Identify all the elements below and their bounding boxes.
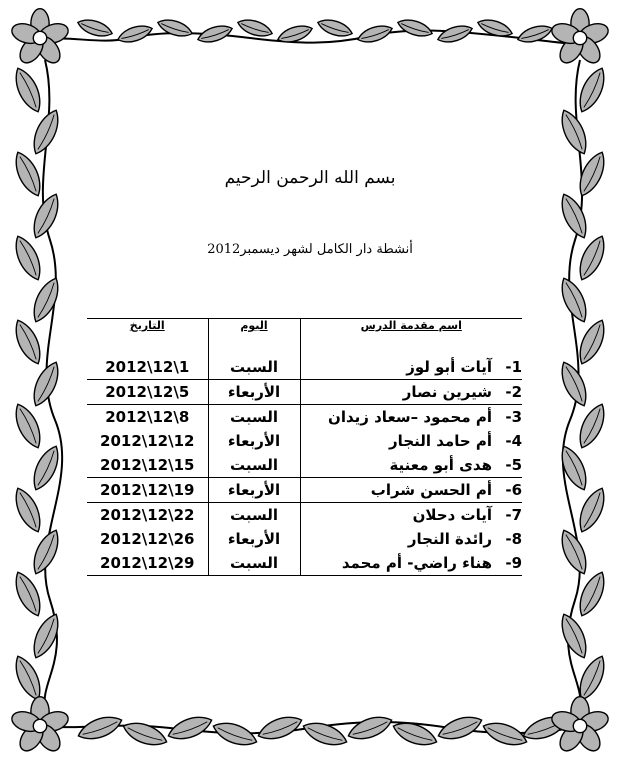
row-date: 2012\12\15 [87,453,208,478]
row-date: 2012\12\1 [87,355,208,380]
row-number: 8- [505,530,522,548]
leaf-ornament [556,526,593,577]
row-day: الأربعاء [208,478,300,503]
document-subtitle: أنشطة دار الكامل لشهر ديسمبر2012 [207,242,413,257]
leaf-ornament [165,712,214,745]
leaf-ornament [556,442,593,493]
leaf-ornament [345,712,394,745]
leaf-ornament [574,400,611,451]
table-row [87,478,522,503]
leaf-ornament [316,16,354,40]
row-number: 2- [505,383,522,401]
row-day: الأربعاء [208,380,300,405]
leaf-ornament [10,400,47,451]
leaf-ornament [516,22,554,46]
leaf-ornament [556,274,593,325]
leaf-ornament [196,22,234,46]
leaf-ornament [156,16,194,40]
presenter-name: آيات دحلان [412,506,492,524]
leaf-ornament [10,568,47,619]
row-day: الأربعاء [208,527,300,551]
leaf-ornament [10,148,47,199]
leaf-ornament [28,274,65,325]
leaf-ornament [300,718,349,751]
leaf-ornament [255,712,304,745]
presenter-name: هدى أبو معنية [389,456,492,474]
row-number: 3- [505,408,522,426]
leaf-ornament [480,718,529,751]
presenter-name: رائدة النجار [407,530,492,548]
presenter-name: آيات أبو لوز [406,358,492,376]
leaf-ornament [435,712,484,745]
leaf-ornament [75,712,124,745]
leaf-ornament [574,64,611,115]
leaf-ornament [574,484,611,535]
header-date: التاريخ [87,319,208,342]
row-date: 2012\12\29 [87,551,208,576]
header-name: اسم مقدمة الدرس [300,319,522,342]
leaf-ornament [28,190,65,241]
row-date: 2012\12\19 [87,478,208,503]
leaf-ornament [28,610,65,661]
table-row [87,551,522,576]
row-date: 2012\12\26 [100,530,195,548]
row-day: السبت [208,503,300,528]
leaf-ornament [10,484,47,535]
leaf-ornament [556,358,593,409]
row-number: 1- [505,358,522,376]
row-number: 4- [505,432,522,450]
row-day: السبت [208,355,300,380]
row-number: 6- [505,481,522,499]
row-number: 5- [505,456,522,474]
presenter-name: شيرين نصار [402,383,492,401]
leaf-ornament [116,22,154,46]
leaf-ornament [10,64,47,115]
leaf-ornament [574,316,611,367]
flower-ornament [9,697,70,755]
table-row [87,527,522,551]
leaf-ornament [574,232,611,283]
leaf-ornament [556,190,593,241]
leaf-ornament [76,16,114,40]
leaf-ornament [10,316,47,367]
schedule-table [87,318,522,576]
table-row [87,380,522,405]
leaf-ornament [356,22,394,46]
flower-ornament [9,9,70,67]
leaf-ornament [10,232,47,283]
row-day: السبت [208,453,300,478]
table-row [87,503,522,528]
row-day: السبت [208,551,300,576]
spacer-row [87,341,522,355]
table-row [87,405,522,430]
table-row [87,453,522,478]
leaf-ornament [556,106,593,157]
basmala-heading: بسم الله الرحمن الرحيم [224,168,396,188]
presenter-name: أم الحسن شراب [370,481,492,499]
leaf-ornament [556,610,593,661]
row-date: 2012\12\5 [87,380,208,405]
flower-ornament [549,9,610,67]
leaf-ornament [436,22,474,46]
leaf-ornament [210,718,259,751]
table-row [87,355,522,380]
table-header-row [87,319,522,342]
row-day: السبت [208,405,300,430]
row-date: 2012\12\22 [100,506,195,524]
header-day: اليوم [208,319,300,342]
row-number: 7- [505,506,522,524]
table-row [87,429,522,453]
leaf-ornament [10,652,47,703]
row-day: الأربعاء [208,429,300,453]
row-date: 2012\12\12 [100,432,195,450]
row-number: 9- [505,554,522,572]
presenter-name: هناء راضي- أم محمد [341,554,492,572]
leaf-ornament [396,16,434,40]
leaf-ornament [120,718,169,751]
row-date: 2012\12\8 [105,408,190,426]
presenter-name: أم محمود –سعاد زيدان [328,408,492,426]
presenter-name: أم حامد النجار [389,432,492,450]
flower-ornament [549,697,610,755]
